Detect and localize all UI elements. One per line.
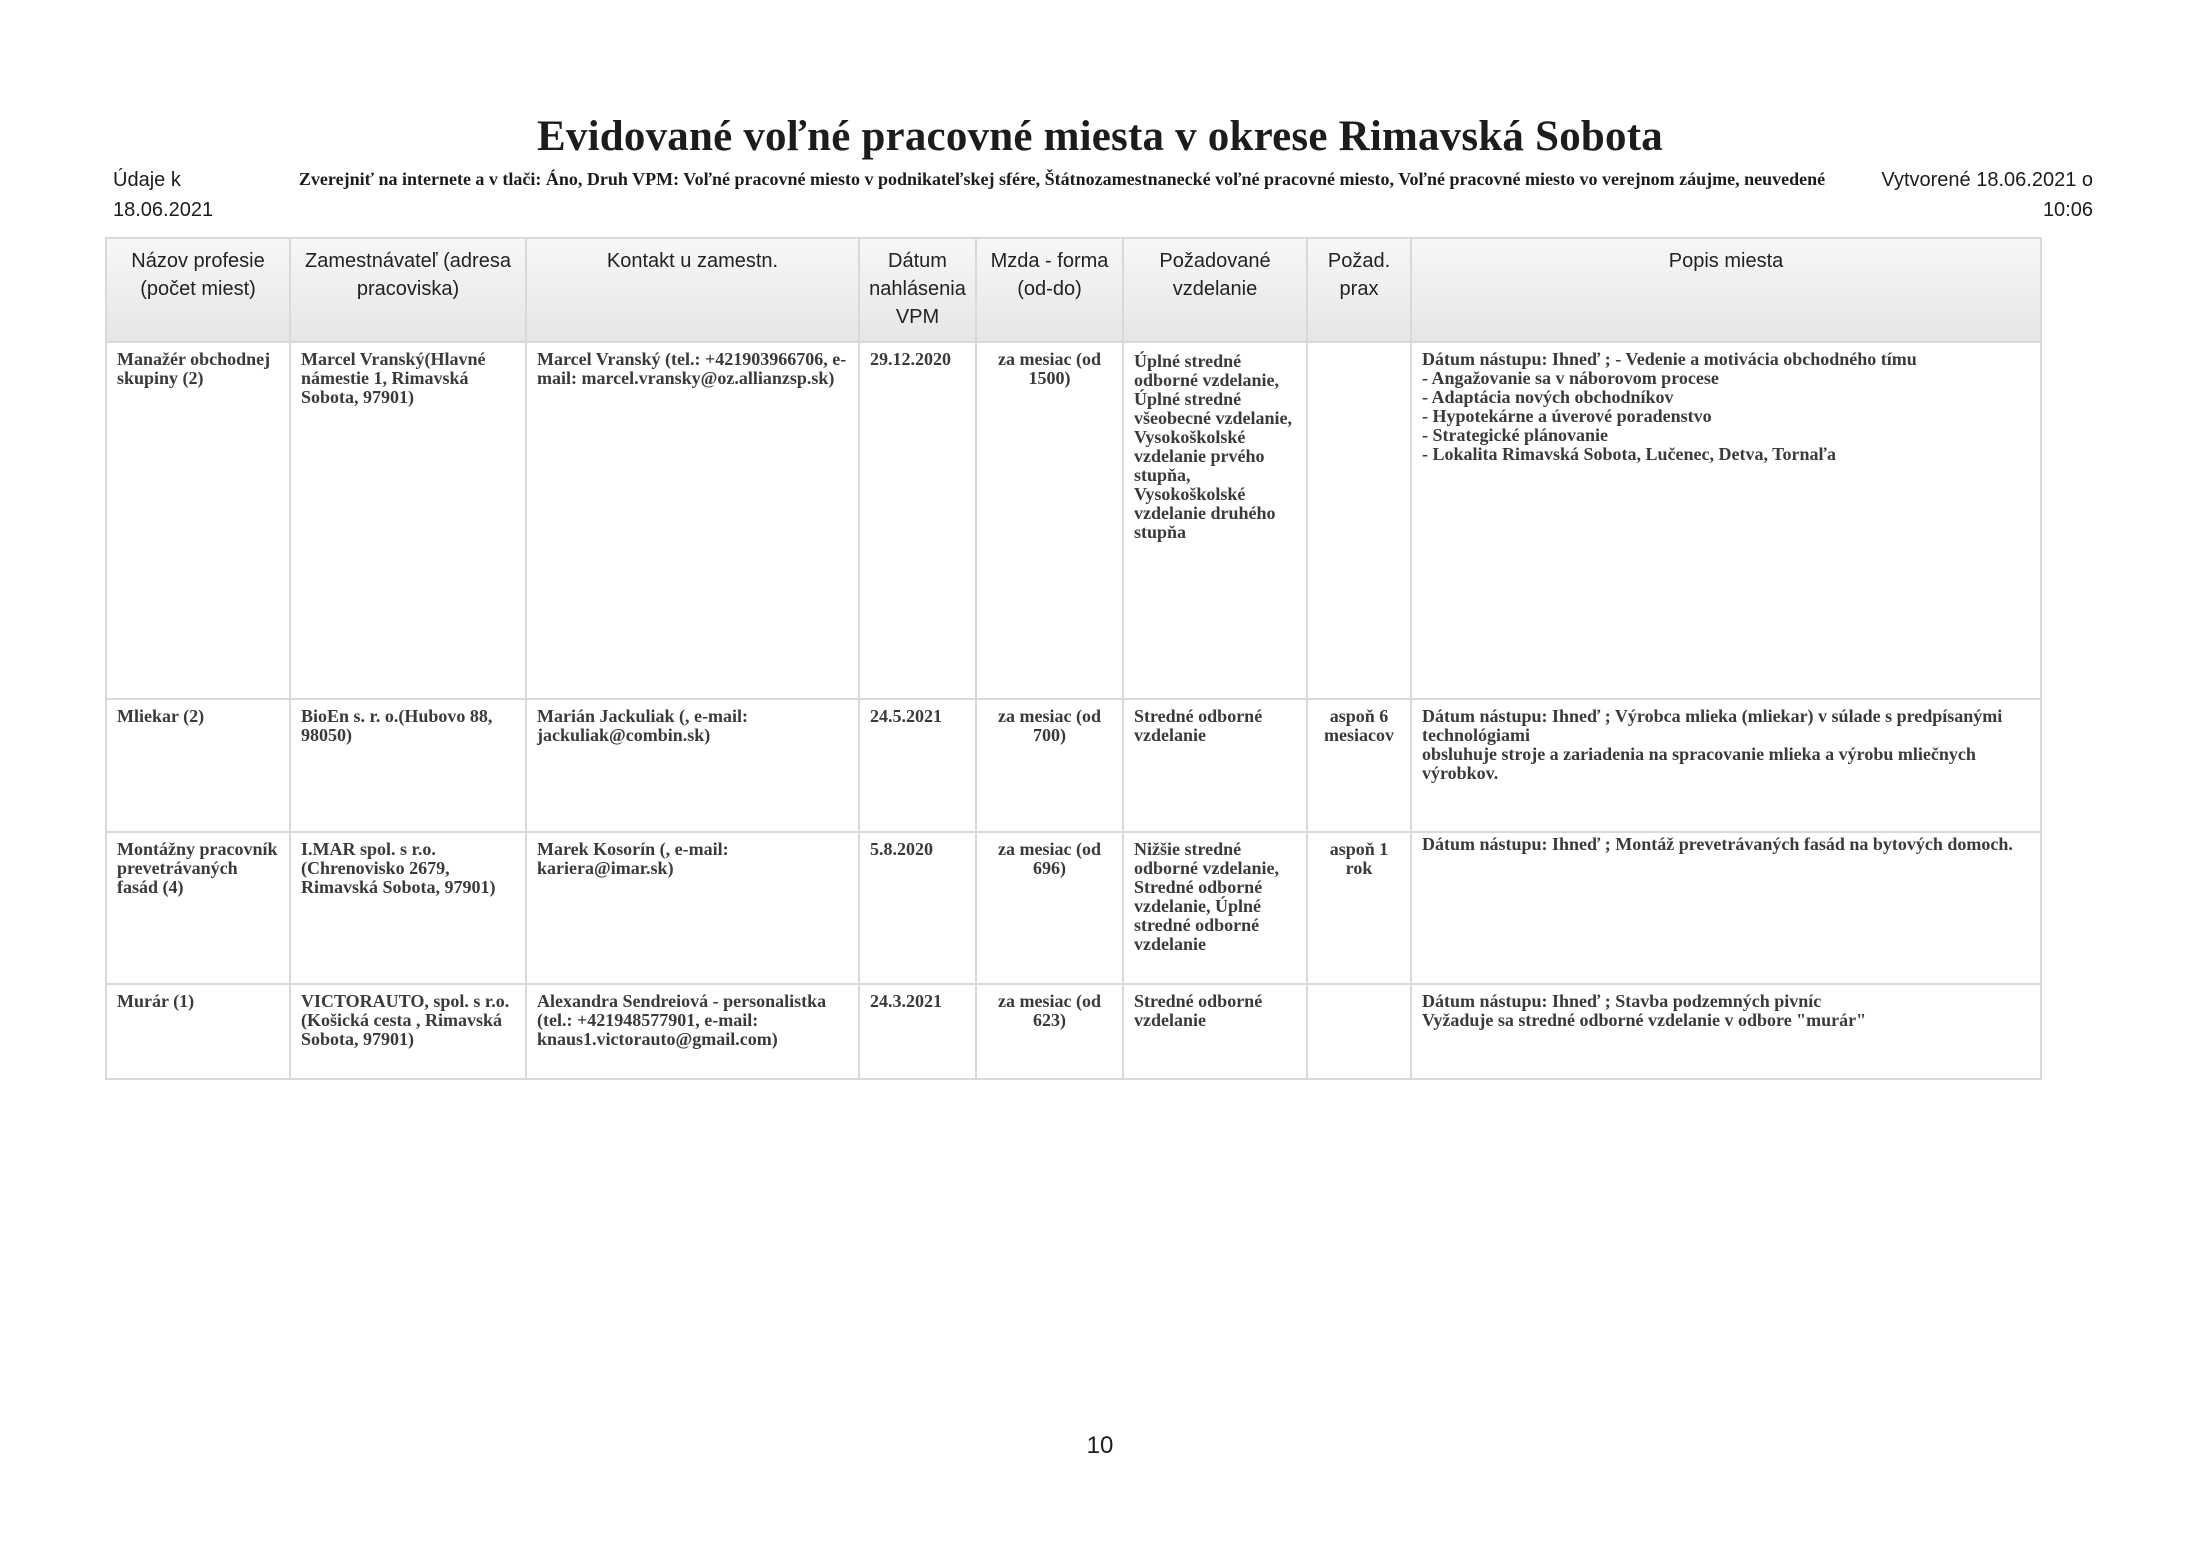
description-line: obsluhuje stroje a zariadenia na spracovanie mlieka a výrobu mliečnych výrobkov. [1422, 744, 1976, 783]
cell-employer: BioEn s. r. o.(Hubovo 88, 98050) [290, 699, 526, 832]
cell-profession: Manažér obchodnej skupiny (2) [106, 342, 290, 699]
cell-salary: za mesiac (od 623) [976, 984, 1123, 1079]
cell-reported-date: 24.5.2021 [859, 699, 976, 832]
cell-description [1411, 832, 2041, 984]
data-date: Údaje k 18.06.2021 [113, 169, 214, 221]
cell-salary: za mesiac (od 1500) [976, 342, 1123, 699]
cell-contact: Marcel Vranský (tel.: +421903966706, e-mail: marcel.vransky@oz.allianzsp.sk) [526, 342, 859, 699]
cell-contact: Marián Jackuliak (, e-mail: jackuliak@combin.sk) [526, 699, 859, 832]
cell-profession: Montážny pracovník prevetrávaných fasád (4) [106, 832, 290, 984]
cell-reported-date: 5.8.2020 [859, 832, 976, 984]
cell-profession: Mliekar (2) [106, 699, 290, 832]
description-line: - Hypotekárne a úverové poradenstvo [1422, 406, 1712, 426]
cell-contact: Marek Kosorín (, e-mail: kariera@imar.sk) [526, 832, 859, 984]
cell-contact: Alexandra Sendreiová - personalistka (tel.: +421948577901, e-mail: knaus1.victorauto@gmail.com) [526, 984, 859, 1079]
description-line: Dátum nástupu: Ihneď ; Výrobca mlieka (mliekar) v súlade s predpísanými technológiami [1422, 706, 2003, 745]
cell-practice [1307, 342, 1411, 699]
table-row [106, 832, 2041, 984]
cell-practice: aspoň 1 rok [1307, 832, 1411, 984]
cell-education: Nižšie stredné odborné vzdelanie, Stredné odborné vzdelanie, Úplné stredné odborné vzdelanie [1123, 832, 1307, 984]
cell-salary: za mesiac (od 700) [976, 699, 1123, 832]
table-row [106, 699, 2041, 832]
cell-reported-date: 24.3.2021 [859, 984, 976, 1079]
cell-practice [1307, 984, 1411, 1079]
cell-profession: Murár (1) [106, 984, 290, 1079]
table-row [106, 984, 2041, 1079]
description-line: Dátum nástupu: Ihneď ; - Vedenie a motivácia obchodného tímu [1422, 349, 1917, 369]
table-row [106, 342, 2041, 699]
header-salary: Mzda - forma (od-do) [976, 238, 1123, 342]
header-practice: Požad. prax [1307, 238, 1411, 342]
cell-education: Stredné odborné vzdelanie [1123, 699, 1307, 832]
header-description: Popis miesta [1411, 238, 2041, 342]
vacancies-table [105, 237, 2042, 1080]
header-contact: Kontakt u zamestn. [526, 238, 859, 342]
page-title: Evidované voľné pracovné miesta v okrese Rimavská Sobota [537, 113, 1663, 160]
description-line: Dátum nástupu: Ihneď ; Stavba podzemných pivníc [1422, 991, 1822, 1011]
cell-description [1411, 342, 2041, 699]
page-number: 10 [1086, 1432, 1114, 1459]
cell-employer: I.MAR spol. s r.o.(Chrenovisko 2679, Rimavská Sobota, 97901) [290, 832, 526, 984]
header-profession: Názov profesie (počet miest) [106, 238, 290, 342]
cell-employer: VICTORAUTO, spol. s r.o.(Košická cesta , Rimavská Sobota, 97901) [290, 984, 526, 1079]
table-header-row [106, 238, 2041, 342]
cell-employer: Marcel Vranský(Hlavné námestie 1, Rimavská Sobota, 97901) [290, 342, 526, 699]
cell-description [1411, 984, 2041, 1079]
cell-education: Stredné odborné vzdelanie [1123, 984, 1307, 1079]
description-line: - Angažovanie sa v náborovom procese [1422, 368, 1719, 388]
header-reported-date: Dátum nahlásenia VPM [859, 238, 976, 342]
created-timestamp: Vytvorené 18.06.2021 o 10:06 [1881, 169, 2093, 221]
description-line: - Adaptácia nových obchodníkov [1422, 387, 1674, 407]
description-line: Vyžaduje sa stredné odborné vzdelanie v odbore "murár" [1422, 1010, 1867, 1030]
cell-reported-date: 29.12.2020 [859, 342, 976, 699]
cell-practice: aspoň 6 mesiacov [1307, 699, 1411, 832]
cell-salary: za mesiac (od 696) [976, 832, 1123, 984]
description-line: - Lokalita Rimavská Sobota, Lučenec, Detva, Tornaľa [1422, 444, 1836, 464]
cell-description [1411, 699, 2041, 832]
header-education: Požadované vzdelanie [1123, 238, 1307, 342]
description-line: Dátum nástupu: Ihneď ; Montáž prevetrávaných fasád na bytových domoch. [1422, 834, 2013, 854]
header-employer: Zamestnávateľ (adresa pracoviska) [290, 238, 526, 342]
cell-education: Úplné stredné odborné vzdelanie, Úplné stredné všeobecné vzdelanie, Vysokoškolské vzdelanie prvého stupňa, Vysokoškolské vzdelanie druhého stupňa [1123, 342, 1307, 699]
description-line: - Strategické plánovanie [1422, 425, 1608, 445]
filter-description: Zverejniť na internete a v tlači: Áno, Druh VPM: Voľné pracovné miesto v podnikateľskej sfére, Štátnozamestnanecké voľné pracovné miesto, Voľné pracovné miesto vo verejnom záujme, neuvedené [298, 169, 1826, 189]
